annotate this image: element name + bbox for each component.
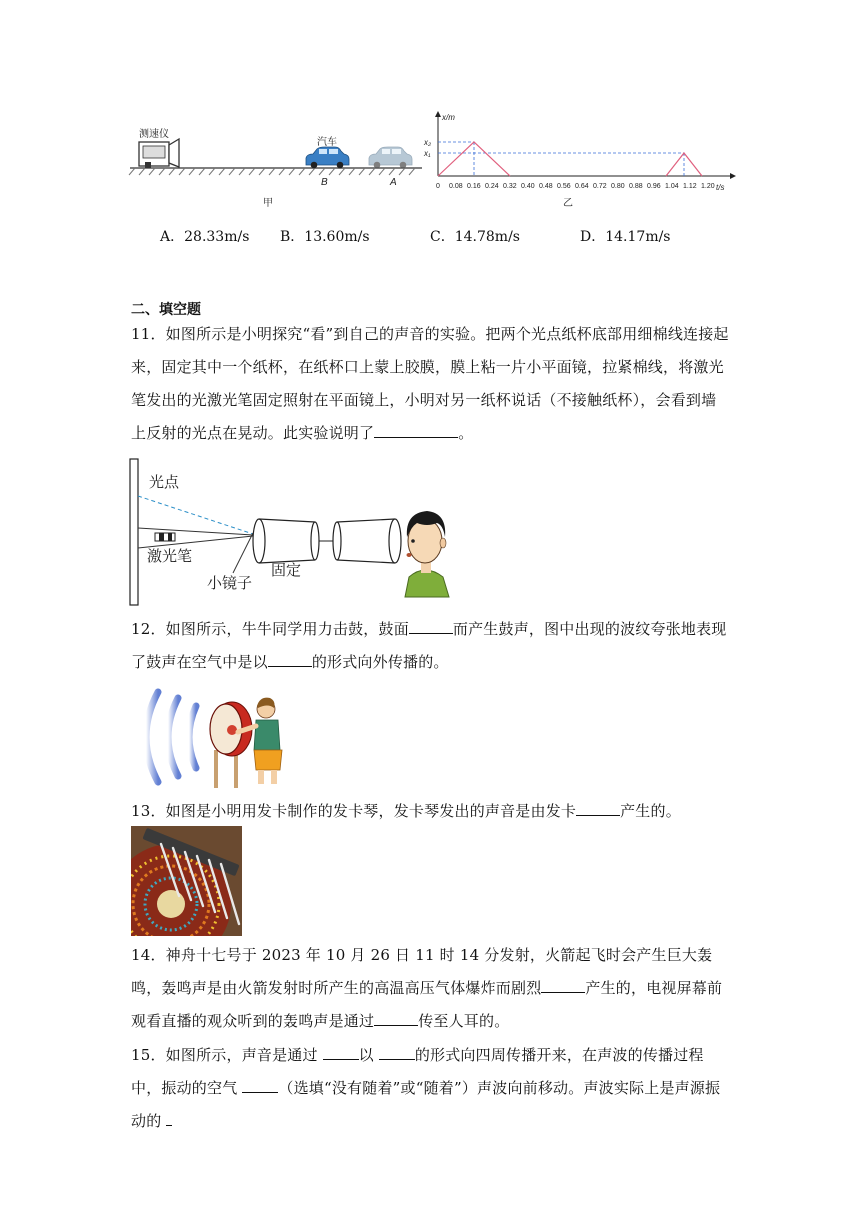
question-11: 11．如图所示是小明探究“看”到自己的声音的实验。把两个光点纸杯底部用细棉线连接起来，固定其中一个纸杯，在纸杯口上蒙上胶膜，膜上粘一片小平面镜，拉紧棉线，将激光笔发出的光激光笔固定照射在平面镜上，小明对另一纸杯说话（不接触纸杯），会看到墙上反射的光点在晃动。此实验说明了 。 (131, 325, 729, 442)
q14-answer-blank-1[interactable] (541, 974, 585, 993)
laser-pen-label: 激光笔 (147, 548, 193, 565)
figure-13-hairpin-kalimba-photo (131, 826, 242, 936)
figure-10-yi-graph (420, 108, 740, 210)
option-b[interactable]: B．13.60m/s (280, 229, 370, 245)
question-12: 12．如图所示，牛牛同学用力击鼓，鼓面 而产生鼓声，图中出现的波纹夸张地表现了鼓声在空气中是以 的形式向外传播的。 (131, 613, 731, 679)
light-spot-label: 光点 (149, 474, 180, 491)
x-tick: 0 (436, 183, 440, 190)
q15-answer-blank-1[interactable] (323, 1041, 359, 1060)
q12-answer-blank-1[interactable] (409, 615, 453, 634)
paper-cup-speaking (333, 519, 401, 563)
figure-10-jia (125, 118, 425, 210)
figure-yi-caption: 乙 (563, 198, 573, 209)
q15-answer-blank-2[interactable] (379, 1041, 415, 1060)
x-tick: 1.20 (701, 183, 715, 190)
x-tick: 0.72 (593, 183, 607, 190)
point-a-label: A (390, 177, 397, 188)
x-tick: 1.12 (683, 183, 697, 190)
car-a-icon (369, 147, 412, 168)
question-15: 15．如图所示，声音是通过 以 的形式向四周传播开来，在声波的传播过程中，振动的空气 （选填“没有随着”或“随着”）声波向前移动。声波实际上是声源振动的 (131, 1039, 731, 1138)
x-tick: 0.96 (647, 183, 661, 190)
speed-meter-icon (139, 139, 179, 168)
x-tick: 0.88 (629, 183, 643, 190)
x-tick: 0.24 (485, 183, 499, 190)
car-b-icon (306, 147, 349, 168)
y-axis-label: x/m (442, 113, 455, 122)
paper-cup-fixed (253, 519, 319, 563)
q12-answer-blank-2[interactable] (268, 648, 312, 667)
option-a[interactable]: A．28.33m/s (160, 229, 250, 245)
q14-answer-blank-2[interactable] (374, 1007, 418, 1026)
drum-icon (210, 702, 252, 788)
x-axis-label: t/s (716, 183, 725, 192)
option-c[interactable]: C．14.78m/s (430, 229, 520, 245)
x-tick: 0.08 (449, 183, 463, 190)
q13-answer-blank[interactable] (576, 797, 620, 816)
x-tick: 0.32 (503, 183, 517, 190)
figure-jia-caption: 甲 (263, 198, 273, 209)
point-b-label: B (321, 177, 328, 188)
section-heading: 二、填空题 (131, 302, 201, 318)
small-mirror-label: 小镜子 (207, 575, 253, 592)
x-tick: 0.40 (521, 183, 535, 190)
q15-answer-blank-3[interactable] (242, 1074, 278, 1093)
x-tick: 0.16 (467, 183, 481, 190)
y-tick-x1: x₁ (424, 149, 431, 158)
q15-answer-blank-4[interactable] (166, 1107, 172, 1126)
question-14: 14．神舟十七号于 2023 年 10 月 26 日 11 时 14 分发射，火箭起飞时会产生巨大轰鸣，轰鸣声是由火箭发射时所产生的高温高压气体爆炸而剧烈 产生的，电视屏幕前观看直播的观众听到的轰鸣声是通过 传至人耳的。 (131, 946, 723, 1030)
sound-wave-icon (146, 692, 196, 782)
q11-answer-blank[interactable] (374, 419, 458, 438)
figure-12-drum (128, 684, 294, 790)
laser-pen-icon (155, 533, 175, 541)
option-d[interactable]: D．14.17m/s (580, 229, 671, 245)
x-tick: 0.48 (539, 183, 553, 190)
y-tick-x2: x₂ (424, 138, 432, 147)
car-label: 汽车 (317, 137, 337, 148)
q11-text: 11．如图所示是小明探究“看”到自己的声音的实验。把两个光点纸杯底部用细棉线连接起来，固定其中一个纸杯，在纸杯口上蒙上胶膜，膜上粘一片小平面镜，拉紧棉线，将激光笔发出的光激光笔固定照射在平面镜上，小明对另一纸杯说话（不接触纸杯），会看到墙上反射的光点在晃动。此实验说明了 (131, 325, 729, 442)
fixed-label: 固定 (271, 562, 302, 579)
question-13: 13．如图是小明用发卡制作的发卡琴，发卡琴发出的声音是由发卡 产生的。 (131, 795, 731, 828)
x-tick: 0.56 (557, 183, 571, 190)
speed-meter-label: 测速仪 (139, 129, 169, 140)
x-tick: 0.64 (575, 183, 589, 190)
figure-11-cup-experiment (125, 457, 455, 609)
x-tick: 0.80 (611, 183, 625, 190)
x-tick: 1.04 (665, 183, 679, 190)
boy-speaking-icon (405, 511, 449, 597)
